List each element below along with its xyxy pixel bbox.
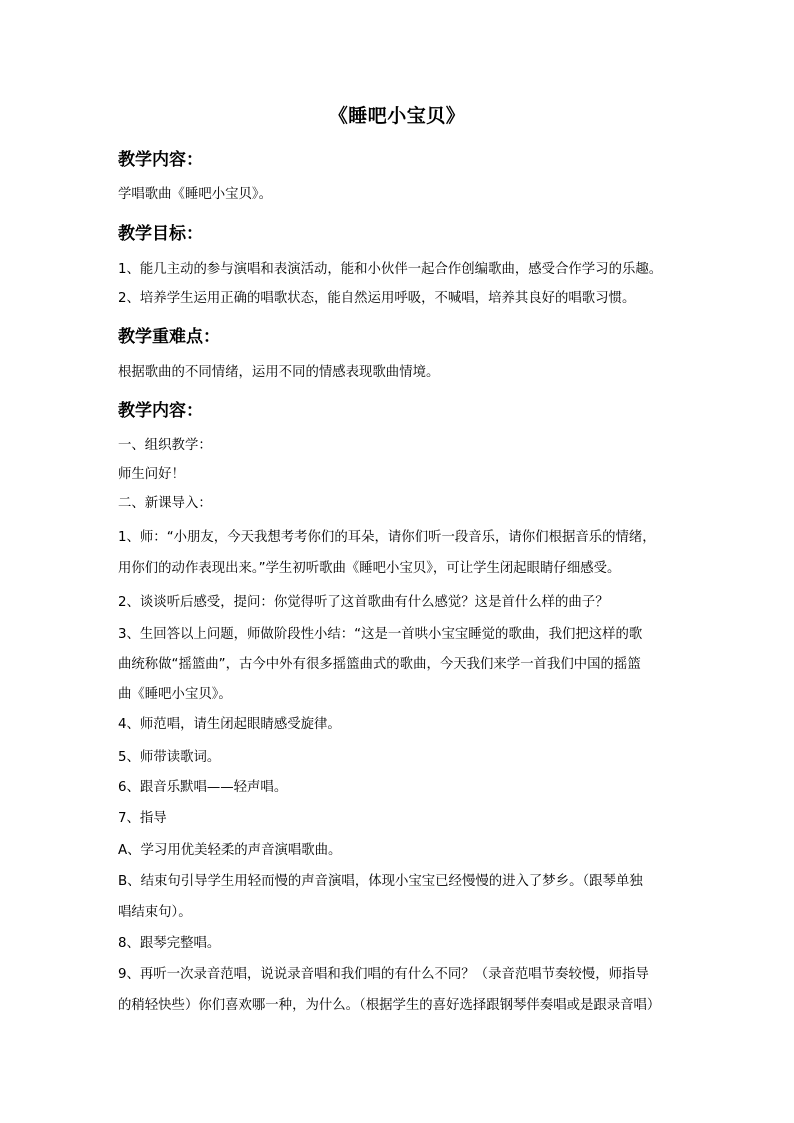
section-heading-content-2: 教学内容：: [118, 401, 203, 421]
body-line: 7、指导: [118, 811, 167, 826]
goal-item-1: 1、能几主动的参与演唱和表演活动，能和小伙伴一起合作创编歌曲，感受合作学习的乐趣。: [118, 262, 663, 277]
body-line: 5、师带读歌词。: [118, 750, 221, 765]
body-line: 9、再听一次录音范唱，说说录音唱和我们唱的有什么不同？（录音范唱节奏较慢，师指导: [118, 967, 649, 982]
document-title: 《睡吧小宝贝》: [328, 105, 466, 127]
paragraph-key-points-text: 根据歌曲的不同情绪，运用不同的情感表现歌曲情境。: [118, 365, 440, 380]
body-line: 唱结束句）。: [118, 905, 192, 920]
body-line: 6、跟音乐默唱——轻声唱。: [118, 780, 288, 795]
body-line: 用你们的动作表现出来。”学生初听歌曲《睡吧小宝贝》，可让学生闭起眼睛仔细感受。: [118, 561, 621, 576]
section-heading-key-points: 教学重难点：: [118, 327, 220, 347]
section-heading-goals: 教学目标：: [118, 224, 203, 244]
body-line: 8、跟琴完整唱。: [118, 936, 221, 951]
body-line: 2、谈谈听后感受，提问：你觉得听了这首歌曲有什么感觉？这是首什么样的曲子？: [118, 595, 609, 610]
body-line: 一、组织教学：: [118, 438, 212, 453]
body-line: 曲统称做“摇篮曲”，古今中外有很多摇篮曲式的歌曲，今天我们来学一首我们中国的摇篮: [118, 657, 641, 672]
body-line: 1、师：“小朋友，今天我想考考你们的耳朵，请你们听一段音乐，请你们根据音乐的情绪，: [118, 530, 656, 545]
body-line: B、结束句引导学生用轻而慢的声音演唱，体现小宝宝已经慢慢的进入了梦乡。（跟琴单独: [118, 874, 643, 889]
paragraph-content-text: 学唱歌曲《睡吧小宝贝》。: [118, 187, 272, 202]
body-line: 的稍轻快些）你们喜欢哪一种，为什么。（根据学生的喜好选择跟钢琴伴奏唱或是跟录音唱）: [118, 998, 661, 1013]
body-line: 师生问好！: [118, 467, 185, 482]
body-line: 4、师范唱，请生闭起眼睛感受旋律。: [118, 717, 341, 732]
body-line: 曲《睡吧小宝贝》。: [118, 687, 232, 702]
body-line: 二、新课导入：: [118, 496, 212, 511]
body-line: 3、生回答以上问题，师做阶段性小结：“这是一首哄小宝宝睡觉的歌曲，我们把这样的歌: [118, 627, 643, 642]
goal-item-2: 2、培养学生运用正确的唱歌状态，能自然运用呼吸，不喊唱，培养其良好的唱歌习惯。: [118, 291, 636, 306]
body-line: A、学习用优美轻柔的声音演唱歌曲。: [118, 843, 342, 858]
section-heading-content: 教学内容：: [118, 150, 203, 170]
